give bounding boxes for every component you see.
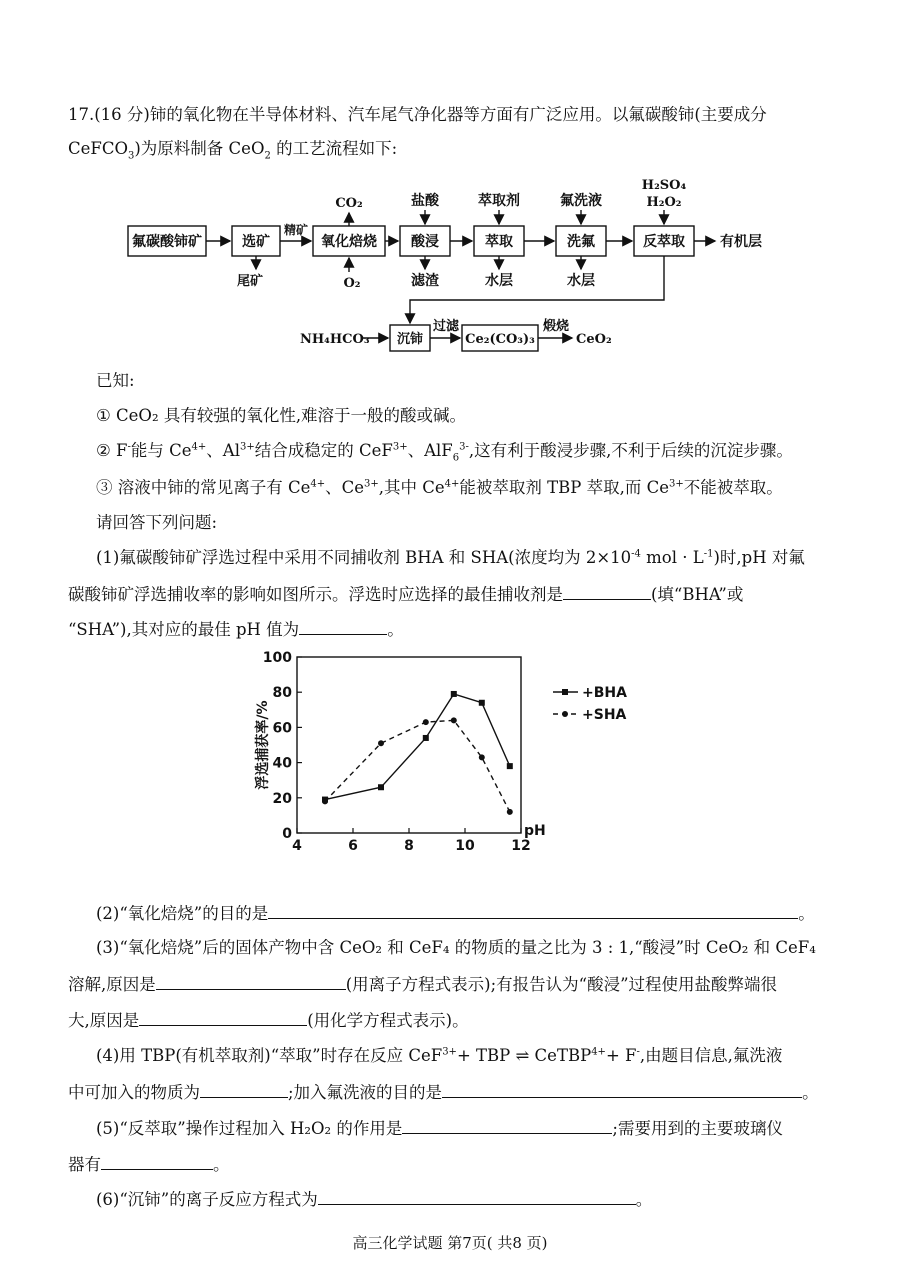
flow-below-label: 滤渣	[411, 273, 439, 289]
q6-line: (6)“沉铈”的离子反应方程式为 。	[96, 1190, 653, 1209]
series-line-0	[325, 694, 510, 800]
legend-marker-sha	[562, 711, 568, 717]
answer-blank[interactable]	[156, 973, 346, 990]
q3-line1: (3)“氧化焙烧”后的固体产物中含 CeO₂ 和 CeF₄ 的物质的量之比为 3 : 1,“酸浸”时 CeO₂ 和 CeF₄	[96, 938, 816, 957]
data-point-sha	[378, 740, 384, 746]
chart-frame	[297, 657, 521, 833]
flow-arrow-label: 过滤	[432, 319, 460, 334]
answer-blank[interactable]	[101, 1153, 213, 1170]
answer-blank[interactable]	[139, 1009, 307, 1026]
flow-box-label: 氟碳酸铈矿	[132, 234, 202, 250]
page-footer: 高三化学试题 第7页( 共8 页)	[352, 1234, 548, 1252]
data-point-sha	[479, 754, 485, 760]
flow-output-label: CeO₂	[576, 332, 612, 347]
q5-line2: 器有 。	[68, 1155, 230, 1174]
q1-line2: 碳酸铈矿浮选捕收率的影响如图所示。浮选时应选择的最佳捕收剂是 (填“BHA”或	[68, 585, 744, 604]
flow-arrow-label: 精矿	[283, 223, 309, 237]
known-item-3: ③ 溶液中铈的常见离子有 $Ce^{4+}$、$Ce^{3+}$,其中 $Ce^{4+}$能被萃取剂 TBP 萃取,而 $Ce^{3+}$不能被萃取。	[96, 478, 783, 497]
flow-arrow-label: 煅烧	[542, 319, 570, 334]
flow-below-label: 尾矿	[236, 274, 264, 289]
data-point-bha	[423, 735, 429, 741]
y-tick-label: 20	[272, 790, 292, 807]
flow-above-label: H₂O₂	[646, 195, 682, 210]
q1-line1: (1)氟碳酸铈矿浮选过程中采用不同捕收剂 BHA 和 SHA(浓度均为 $2\times 10^{-4}$ mol · $L^{-1}$)时,pH 对氟	[96, 548, 805, 567]
flow-box-label: 氧化焙烧	[321, 234, 377, 250]
y-axis-label: 浮选捕获率/%	[255, 700, 271, 790]
flow-above-label: CO₂	[335, 196, 363, 211]
q5-line1: (5)“反萃取”操作过程加入 H₂O₂ 的作用是 ;需要用到的主要玻璃仪	[96, 1119, 783, 1138]
series-line-1	[325, 720, 510, 812]
flow-above-label: H₂SO₄	[641, 178, 687, 193]
q3-line2: 溶解,原因是 (用离子方程式表示);有报告认为“酸浸”过程使用盐酸弊端很	[68, 975, 778, 994]
flow-above-label: 盐酸	[411, 193, 439, 209]
data-point-sha	[423, 719, 429, 725]
x-axis-label: pH	[524, 823, 546, 839]
data-point-bha	[378, 784, 384, 790]
answer-blank[interactable]	[318, 1188, 636, 1205]
data-point-sha	[451, 717, 457, 723]
data-point-bha	[451, 691, 457, 697]
x-tick-label: 8	[404, 838, 414, 854]
y-tick-label: 80	[272, 685, 292, 702]
flow-below-label: 水层	[567, 273, 595, 289]
q4-line1: (4)用 TBP(有机萃取剂)“萃取”时存在反应 CeF$^{3+}$+ TBP ⇌ CeTBP$^{4+}$+ F-,由题目信息,氟洗液	[96, 1046, 783, 1065]
x-tick-label: 4	[292, 838, 302, 854]
flow-box-label: 反萃取	[643, 234, 685, 250]
flow-box-label: Ce₂(CO₃)₃	[465, 332, 535, 347]
question-intro-line2: CeFCO$_3$)为原料制备 CeO$_2$ 的工艺流程如下:	[68, 139, 398, 162]
q1-line3: “SHA”),其对应的最佳 pH 值为 。	[68, 620, 404, 639]
data-point-sha	[322, 798, 328, 804]
answer-blank[interactable]	[268, 902, 798, 919]
flow-box-label: 萃取	[485, 234, 513, 250]
y-tick-label: 100	[262, 650, 292, 666]
flow-below-label: 水层	[485, 273, 513, 289]
data-point-sha	[507, 809, 513, 815]
legend-marker-bha	[562, 689, 568, 695]
flow-box-label: 选矿	[242, 234, 270, 250]
flow-box-label: 洗氟	[567, 234, 595, 250]
x-tick-label: 12	[511, 838, 531, 854]
flow-box-label: 沉铈	[396, 332, 424, 347]
flow-above-label: 萃取剂	[478, 193, 520, 209]
flow-below-label: O₂	[343, 276, 361, 291]
answer-blank[interactable]	[402, 1117, 612, 1134]
data-point-bha	[479, 700, 485, 706]
known-item-1: ① CeO₂ 具有较强的氧化性,难溶于一般的酸或碱。	[96, 406, 467, 425]
answer-blank[interactable]	[442, 1081, 802, 1098]
answer-blank[interactable]	[200, 1081, 288, 1098]
legend-label: +BHA	[582, 685, 627, 701]
y-tick-label: 60	[272, 720, 292, 737]
legend-label: +SHA	[582, 707, 627, 723]
known-item-2: ② F-能与 $Ce^{4+}$、$Al^{3+}$结合成稳定的 CeF$^{3+}$、AlF$_6^{3-}$,这有利于酸浸步骤,不利于后续的沉淀步骤。	[96, 441, 793, 464]
known-title: 已知:	[96, 371, 135, 390]
flow-input-label: NH₄HCO₃	[300, 332, 370, 347]
y-tick-label: 40	[272, 755, 292, 772]
x-tick-label: 6	[348, 838, 358, 854]
q4-line2: 中可加入的物质为 ;加入氟洗液的目的是 。	[68, 1083, 819, 1102]
question-intro-line1: 17.(16 分)铈的氧化物在半导体材料、汽车尾气净化器等方面有广泛应用。以氟碳酸铈(主要成分	[68, 105, 767, 124]
x-tick-label: 10	[455, 838, 475, 854]
flow-output-label: 有机层	[720, 234, 762, 250]
y-tick-label: 0	[282, 826, 292, 842]
q3-line3: 大,原因是 (用化学方程式表示)。	[68, 1011, 469, 1030]
flow-box-label: 酸浸	[411, 234, 439, 250]
data-point-bha	[507, 763, 513, 769]
q2-line: (2)“氧化焙烧”的目的是 。	[96, 904, 815, 923]
ask-prompt: 请回答下列问题:	[96, 513, 218, 532]
flow-above-label: 氟洗液	[560, 193, 602, 209]
